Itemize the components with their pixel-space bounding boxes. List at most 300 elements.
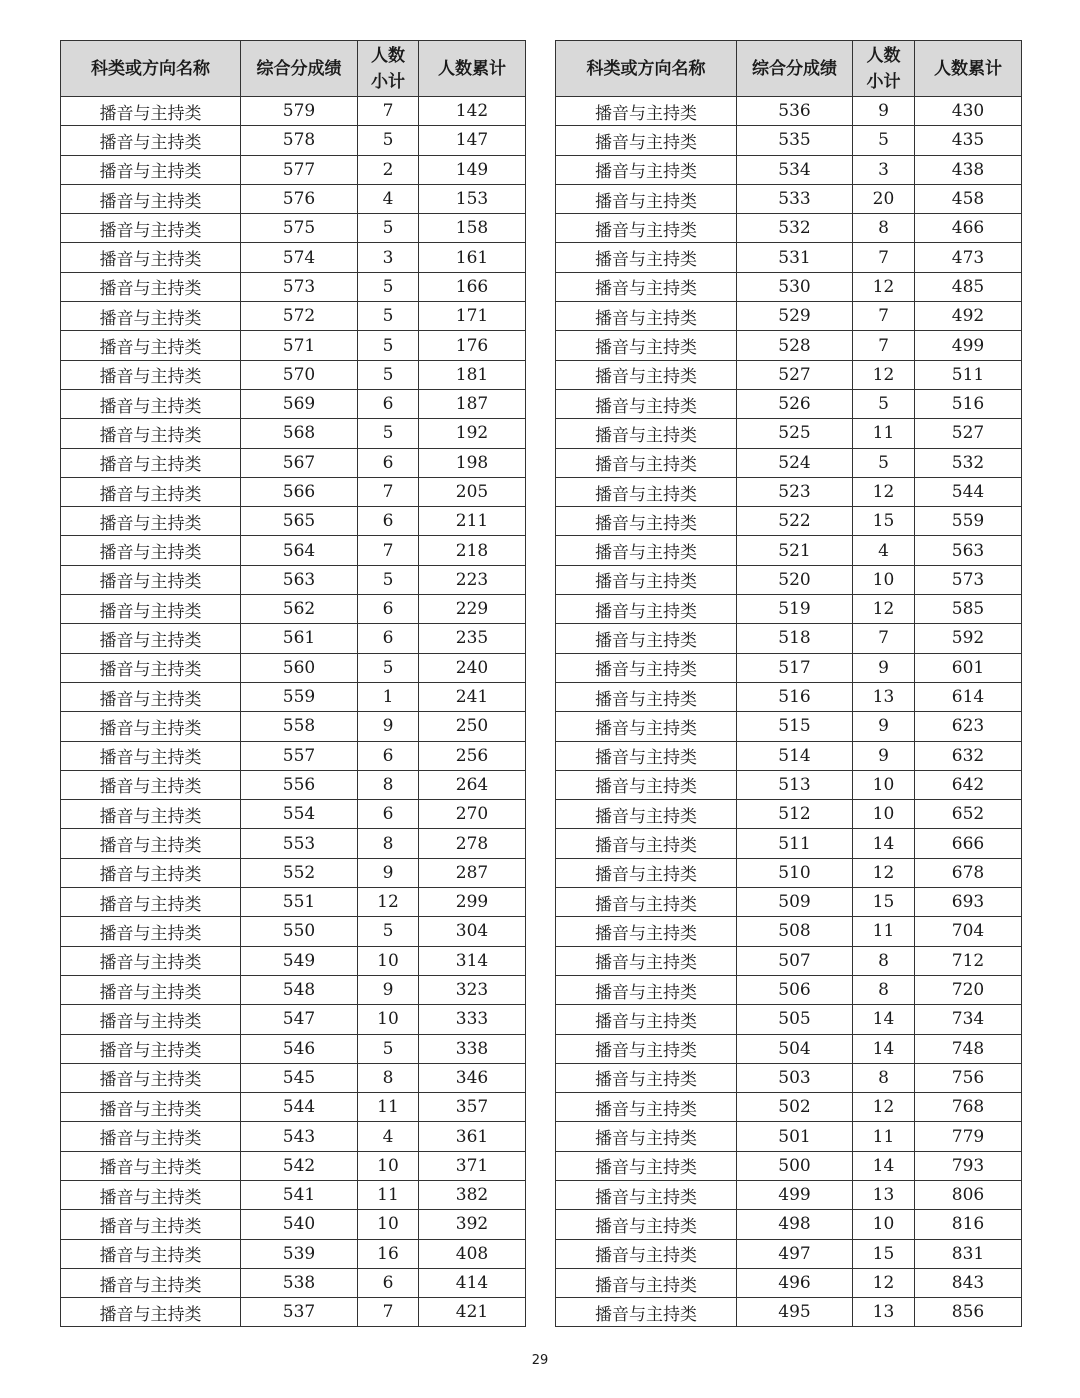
cell-score: 535: [737, 126, 853, 155]
cell-score: 518: [737, 624, 853, 653]
cell-count: 7: [853, 624, 915, 653]
cell-score: 511: [737, 829, 853, 858]
cell-name: 播音与主持类: [61, 712, 241, 741]
cell-count: 4: [358, 184, 419, 213]
cell-cumulative: 240: [419, 653, 526, 682]
table-row: [61, 126, 526, 155]
cell-count: 5: [358, 272, 419, 301]
cell-cumulative: 438: [915, 155, 1022, 184]
cell-count: 9: [358, 712, 419, 741]
cell-cumulative: 205: [419, 477, 526, 506]
cell-cumulative: 559: [915, 507, 1022, 536]
table-row: [61, 1005, 526, 1034]
cell-score: 570: [241, 360, 358, 389]
cell-score: 547: [241, 1005, 358, 1034]
cell-score: 505: [737, 1005, 853, 1034]
cell-score: 542: [241, 1151, 358, 1180]
cell-cumulative: 421: [419, 1298, 526, 1327]
table-row: [61, 829, 526, 858]
cell-name: 播音与主持类: [61, 1239, 241, 1268]
cell-cumulative: 544: [915, 477, 1022, 506]
header-count-line2: 小计: [371, 71, 405, 92]
cell-name: 播音与主持类: [61, 741, 241, 770]
cell-count: 6: [358, 1268, 419, 1297]
cell-count: 4: [853, 536, 915, 565]
cell-score: 566: [241, 477, 358, 506]
cell-count: 12: [853, 272, 915, 301]
cell-cumulative: 382: [419, 1180, 526, 1209]
cell-name: 播音与主持类: [556, 1063, 737, 1092]
cell-name: 播音与主持类: [556, 1210, 737, 1239]
table-row: [556, 507, 1022, 536]
cell-count: 14: [853, 829, 915, 858]
cell-cumulative: 250: [419, 712, 526, 741]
cell-name: 播音与主持类: [556, 243, 737, 272]
cell-cumulative: 161: [419, 243, 526, 272]
table-row: [61, 624, 526, 653]
cell-score: 515: [737, 712, 853, 741]
cell-name: 播音与主持类: [61, 770, 241, 799]
cell-count: 12: [853, 477, 915, 506]
cell-count: 5: [358, 653, 419, 682]
cell-count: 5: [853, 448, 915, 477]
cell-count: 5: [358, 126, 419, 155]
cell-cumulative: 666: [915, 829, 1022, 858]
cell-cumulative: 333: [419, 1005, 526, 1034]
table-row: [556, 1268, 1022, 1297]
cell-cumulative: 816: [915, 1210, 1022, 1239]
cell-count: 9: [853, 712, 915, 741]
cell-count: 15: [853, 888, 915, 917]
table-row: [61, 565, 526, 594]
cell-cumulative: 149: [419, 155, 526, 184]
cell-count: 5: [358, 331, 419, 360]
cell-score: 539: [241, 1239, 358, 1268]
cell-count: 8: [358, 1063, 419, 1092]
cell-count: 12: [853, 1093, 915, 1122]
table-row: [61, 1034, 526, 1063]
cell-score: 508: [737, 917, 853, 946]
table-row: [61, 155, 526, 184]
cell-cumulative: 678: [915, 858, 1022, 887]
cell-name: 播音与主持类: [61, 1005, 241, 1034]
table-row: [556, 1063, 1022, 1092]
table-row: [556, 419, 1022, 448]
table-row: [61, 507, 526, 536]
cell-name: 播音与主持类: [556, 331, 737, 360]
table-row: [556, 536, 1022, 565]
cell-score: 546: [241, 1034, 358, 1063]
table-row: [61, 1122, 526, 1151]
cell-name: 播音与主持类: [556, 1034, 737, 1063]
table-row: [556, 1093, 1022, 1122]
table-row: [61, 770, 526, 799]
table-row: [61, 741, 526, 770]
cell-score: 561: [241, 624, 358, 653]
cell-count: 10: [358, 1005, 419, 1034]
cell-score: 575: [241, 214, 358, 243]
cell-cumulative: 435: [915, 126, 1022, 155]
cell-cumulative: 458: [915, 184, 1022, 213]
cell-name: 播音与主持类: [61, 858, 241, 887]
cell-score: 529: [737, 302, 853, 331]
cell-cumulative: 492: [915, 302, 1022, 331]
cell-cumulative: 361: [419, 1122, 526, 1151]
table-row: [556, 888, 1022, 917]
cell-score: 523: [737, 477, 853, 506]
cell-score: 519: [737, 595, 853, 624]
cell-name: 播音与主持类: [61, 536, 241, 565]
table-row: [61, 419, 526, 448]
score-table-right: [555, 40, 1022, 1327]
cell-count: 2: [358, 155, 419, 184]
table-row: [556, 1151, 1022, 1180]
cell-cumulative: 748: [915, 1034, 1022, 1063]
cell-cumulative: 229: [419, 595, 526, 624]
cell-count: 20: [853, 184, 915, 213]
cell-name: 播音与主持类: [61, 155, 241, 184]
table-row: [61, 360, 526, 389]
cell-score: 557: [241, 741, 358, 770]
cell-count: 13: [853, 1180, 915, 1209]
cell-name: 播音与主持类: [61, 448, 241, 477]
cell-cumulative: 338: [419, 1034, 526, 1063]
table-row: [61, 712, 526, 741]
cell-score: 497: [737, 1239, 853, 1268]
cell-score: 520: [737, 565, 853, 594]
cell-cumulative: 614: [915, 682, 1022, 711]
table-row: [61, 888, 526, 917]
table-row: [556, 946, 1022, 975]
table-header-row: [61, 41, 526, 97]
cell-count: 5: [358, 917, 419, 946]
cell-name: 播音与主持类: [61, 565, 241, 594]
cell-name: 播音与主持类: [61, 624, 241, 653]
cell-score: 501: [737, 1122, 853, 1151]
table-row: [556, 770, 1022, 799]
cell-count: 14: [853, 1005, 915, 1034]
cell-name: 播音与主持类: [61, 829, 241, 858]
table-row: [556, 741, 1022, 770]
cell-cumulative: 652: [915, 800, 1022, 829]
cell-cumulative: 264: [419, 770, 526, 799]
cell-count: 11: [853, 419, 915, 448]
cell-cumulative: 527: [915, 419, 1022, 448]
cell-score: 579: [241, 97, 358, 126]
table-row: [556, 1122, 1022, 1151]
cell-name: 播音与主持类: [61, 1122, 241, 1151]
cell-name: 播音与主持类: [556, 97, 737, 126]
cell-count: 10: [853, 800, 915, 829]
cell-cumulative: 187: [419, 389, 526, 418]
cell-score: 567: [241, 448, 358, 477]
cell-name: 播音与主持类: [61, 888, 241, 917]
table-row: [61, 1210, 526, 1239]
cell-count: 12: [358, 888, 419, 917]
cell-name: 播音与主持类: [556, 1239, 737, 1268]
cell-name: 播音与主持类: [556, 917, 737, 946]
cell-name: 播音与主持类: [61, 126, 241, 155]
cell-count: 7: [853, 331, 915, 360]
cell-name: 播音与主持类: [61, 331, 241, 360]
header-count: [358, 41, 419, 97]
cell-count: 5: [358, 1034, 419, 1063]
cell-count: 3: [358, 243, 419, 272]
cell-score: 514: [737, 741, 853, 770]
cell-name: 播音与主持类: [556, 858, 737, 887]
table-row: [61, 477, 526, 506]
cell-cumulative: 147: [419, 126, 526, 155]
table-row: [556, 829, 1022, 858]
cell-cumulative: 223: [419, 565, 526, 594]
table-row: [556, 1239, 1022, 1268]
cell-name: 播音与主持类: [556, 214, 737, 243]
cell-name: 播音与主持类: [556, 653, 737, 682]
cell-cumulative: 256: [419, 741, 526, 770]
cell-cumulative: 176: [419, 331, 526, 360]
cell-count: 9: [853, 653, 915, 682]
cell-count: 11: [358, 1180, 419, 1209]
cell-count: 8: [853, 946, 915, 975]
cell-count: 14: [853, 1034, 915, 1063]
cell-cumulative: 235: [419, 624, 526, 653]
cell-count: 6: [358, 741, 419, 770]
cell-cumulative: 430: [915, 97, 1022, 126]
cell-name: 播音与主持类: [556, 741, 737, 770]
cell-name: 播音与主持类: [61, 917, 241, 946]
table-row: [556, 565, 1022, 594]
cell-count: 10: [853, 1210, 915, 1239]
cell-count: 10: [358, 946, 419, 975]
cell-score: 512: [737, 800, 853, 829]
table-row: [556, 155, 1022, 184]
cell-score: 533: [737, 184, 853, 213]
cell-cumulative: 211: [419, 507, 526, 536]
cell-name: 播音与主持类: [61, 1180, 241, 1209]
cell-score: 498: [737, 1210, 853, 1239]
table-row: [556, 360, 1022, 389]
cell-score: 509: [737, 888, 853, 917]
cell-count: 9: [358, 858, 419, 887]
cell-name: 播音与主持类: [556, 184, 737, 213]
cell-score: 544: [241, 1093, 358, 1122]
table-row: [556, 272, 1022, 301]
cell-cumulative: 632: [915, 741, 1022, 770]
table-row: [556, 126, 1022, 155]
cell-count: 8: [358, 770, 419, 799]
cell-cumulative: 516: [915, 389, 1022, 418]
table-row: [556, 1005, 1022, 1034]
cell-name: 播音与主持类: [556, 770, 737, 799]
cell-name: 播音与主持类: [556, 565, 737, 594]
cell-cumulative: 323: [419, 975, 526, 1004]
cell-cumulative: 592: [915, 624, 1022, 653]
cell-name: 播音与主持类: [556, 1268, 737, 1297]
cell-name: 播音与主持类: [556, 419, 737, 448]
cell-cumulative: 304: [419, 917, 526, 946]
cell-score: 536: [737, 97, 853, 126]
cell-cumulative: 270: [419, 800, 526, 829]
cell-count: 5: [358, 565, 419, 594]
cell-name: 播音与主持类: [61, 419, 241, 448]
cell-score: 545: [241, 1063, 358, 1092]
cell-score: 524: [737, 448, 853, 477]
cell-score: 538: [241, 1268, 358, 1297]
cell-cumulative: 831: [915, 1239, 1022, 1268]
cell-cumulative: 585: [915, 595, 1022, 624]
table-row: [556, 595, 1022, 624]
cell-score: 530: [737, 272, 853, 301]
cell-score: 551: [241, 888, 358, 917]
cell-score: 564: [241, 536, 358, 565]
cell-name: 播音与主持类: [61, 1034, 241, 1063]
cell-name: 播音与主持类: [556, 1298, 737, 1327]
cell-cumulative: 299: [419, 888, 526, 917]
cell-score: 553: [241, 829, 358, 858]
cell-score: 503: [737, 1063, 853, 1092]
cell-score: 506: [737, 975, 853, 1004]
cell-name: 播音与主持类: [61, 682, 241, 711]
table-row: [61, 858, 526, 887]
cell-score: 573: [241, 272, 358, 301]
cell-name: 播音与主持类: [556, 155, 737, 184]
table-row: [556, 302, 1022, 331]
cell-count: 6: [358, 389, 419, 418]
cell-score: 541: [241, 1180, 358, 1209]
cell-count: 8: [358, 829, 419, 858]
table-row: [556, 800, 1022, 829]
header-count: [853, 41, 915, 97]
cell-name: 播音与主持类: [61, 653, 241, 682]
cell-name: 播音与主持类: [61, 272, 241, 301]
cell-score: 558: [241, 712, 358, 741]
table-row: [61, 1151, 526, 1180]
cell-score: 513: [737, 770, 853, 799]
table-body-left: [61, 97, 526, 1327]
cell-count: 3: [853, 155, 915, 184]
cell-name: 播音与主持类: [556, 946, 737, 975]
cell-name: 播音与主持类: [61, 946, 241, 975]
table-row: [61, 1239, 526, 1268]
table-row: [556, 184, 1022, 213]
table-row: [61, 800, 526, 829]
cell-score: 568: [241, 419, 358, 448]
cell-count: 15: [853, 507, 915, 536]
table-row: [61, 97, 526, 126]
cell-cumulative: 473: [915, 243, 1022, 272]
cell-name: 播音与主持类: [556, 1122, 737, 1151]
cell-cumulative: 241: [419, 682, 526, 711]
cell-count: 10: [358, 1210, 419, 1239]
cell-score: 562: [241, 595, 358, 624]
cell-score: 578: [241, 126, 358, 155]
cell-cumulative: 371: [419, 1151, 526, 1180]
table-row: [556, 477, 1022, 506]
cell-score: 550: [241, 917, 358, 946]
cell-score: 574: [241, 243, 358, 272]
cell-score: 549: [241, 946, 358, 975]
cell-score: 540: [241, 1210, 358, 1239]
cell-cumulative: 511: [915, 360, 1022, 389]
cell-cumulative: 181: [419, 360, 526, 389]
table-row: [556, 653, 1022, 682]
cell-cumulative: 499: [915, 331, 1022, 360]
cell-count: 7: [358, 97, 419, 126]
cell-count: 11: [853, 917, 915, 946]
cell-name: 播音与主持类: [61, 975, 241, 1004]
table-row: [61, 302, 526, 331]
cell-score: 495: [737, 1298, 853, 1327]
table-row: [61, 1268, 526, 1297]
cell-count: 5: [853, 389, 915, 418]
table-row: [556, 682, 1022, 711]
table-row: [61, 975, 526, 1004]
cell-score: 554: [241, 800, 358, 829]
table-row: [556, 975, 1022, 1004]
cell-score: 525: [737, 419, 853, 448]
table-row: [61, 946, 526, 975]
cell-score: 507: [737, 946, 853, 975]
cell-name: 播音与主持类: [61, 360, 241, 389]
cell-score: 526: [737, 389, 853, 418]
cell-score: 543: [241, 1122, 358, 1151]
table-row: [61, 1180, 526, 1209]
cell-name: 播音与主持类: [556, 507, 737, 536]
cell-cumulative: 192: [419, 419, 526, 448]
cell-count: 8: [853, 214, 915, 243]
table-row: [61, 1063, 526, 1092]
cell-name: 播音与主持类: [61, 477, 241, 506]
cell-name: 播音与主持类: [556, 1005, 737, 1034]
table-row: [556, 858, 1022, 887]
cell-count: 7: [358, 1298, 419, 1327]
cell-count: 12: [853, 1268, 915, 1297]
header-name: 科类或方向名称: [61, 41, 241, 97]
cell-count: 1: [358, 682, 419, 711]
table-row: [556, 1210, 1022, 1239]
table-row: [556, 448, 1022, 477]
cell-name: 播音与主持类: [556, 477, 737, 506]
cell-count: 7: [358, 536, 419, 565]
cell-score: 522: [737, 507, 853, 536]
cell-cumulative: 357: [419, 1093, 526, 1122]
cell-count: 6: [358, 595, 419, 624]
cell-count: 13: [853, 682, 915, 711]
table-row: [61, 184, 526, 213]
table-row: [556, 243, 1022, 272]
cell-count: 5: [853, 126, 915, 155]
cell-name: 播音与主持类: [61, 507, 241, 536]
header-score: 综合分成绩: [241, 41, 358, 97]
cell-score: 577: [241, 155, 358, 184]
cell-cumulative: 734: [915, 1005, 1022, 1034]
cell-score: 572: [241, 302, 358, 331]
cell-score: 552: [241, 858, 358, 887]
table-row: [556, 214, 1022, 243]
cell-count: 9: [358, 975, 419, 1004]
cell-name: 播音与主持类: [556, 975, 737, 1004]
cell-name: 播音与主持类: [61, 243, 241, 272]
table-row: [61, 331, 526, 360]
cell-name: 播音与主持类: [556, 829, 737, 858]
cell-score: 517: [737, 653, 853, 682]
cell-name: 播音与主持类: [556, 800, 737, 829]
cell-name: 播音与主持类: [556, 712, 737, 741]
cell-name: 播音与主持类: [61, 1093, 241, 1122]
cell-cumulative: 601: [915, 653, 1022, 682]
cell-count: 11: [853, 1122, 915, 1151]
score-table-left: [60, 40, 526, 1327]
